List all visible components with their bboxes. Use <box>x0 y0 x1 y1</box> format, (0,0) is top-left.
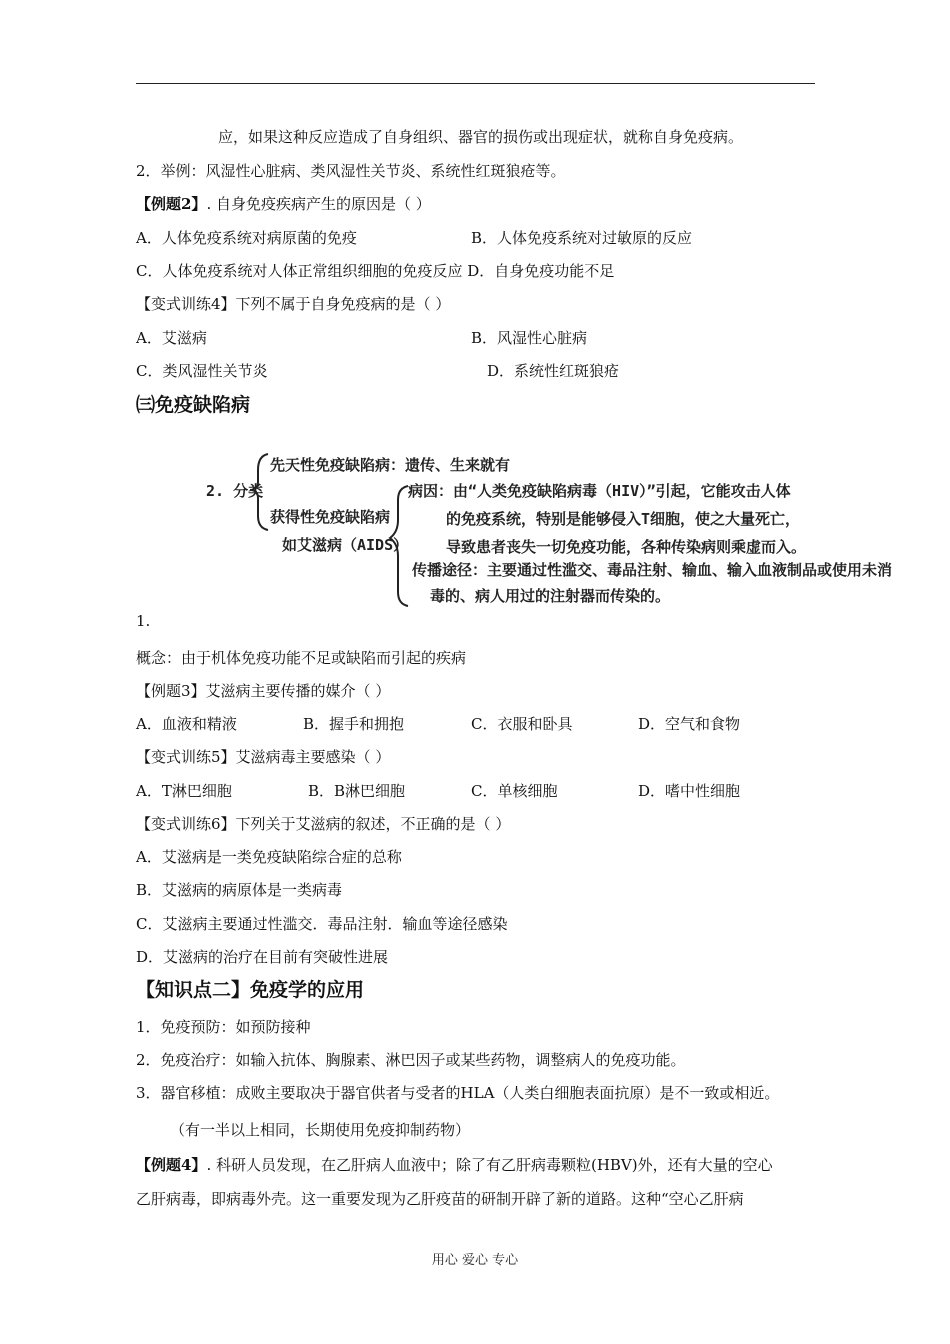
text-line: 3．器官移植：成败主要取决于器官供者与受者的HLA（人类白细胞表面抗原）是不一致或相近。 <box>136 1084 780 1102</box>
option-b: B．风湿性心脏病 <box>471 329 588 347</box>
option-b: B．B淋巴细胞 <box>308 782 406 800</box>
diagram-congenital: 先天性免疫缺陷病：遗传、生来就有 <box>270 456 511 474</box>
section-heading: 【知识点二】免疫学的应用 <box>136 979 365 1001</box>
diagram-cause: 导致患者丧失一切免疫功能，各种传染病则乘虚而入。 <box>446 538 807 556</box>
option-a: A．人体免疫系统对病原菌的免疫 <box>136 229 357 247</box>
diagram-route: 毒的、病人用过的注射器而传染的。 <box>430 587 671 605</box>
option-cd: C．人体免疫系统对人体正常组织细胞的免疫反应 D．自身免疫功能不足 <box>136 262 615 280</box>
text-note: （有一半以上相同，长期使用免疫抑制药物） <box>170 1121 471 1139</box>
option-d: D．嗜中性细胞 <box>638 782 741 800</box>
diagram-aids: 如艾滋病（AIDS） <box>282 536 409 554</box>
option-c: C．单核细胞 <box>471 782 558 800</box>
option-c: C．类风湿性关节炎 <box>136 362 268 380</box>
text-line: 应，如果这种反应造成了自身组织、器官的损伤或出现症状，就称自身免疫病。 <box>218 128 744 146</box>
option-a: A．艾滋病 <box>136 329 207 347</box>
variant-6: 【变式训练6】下列关于艾滋病的叙述，不正确的是（ ） <box>136 815 511 833</box>
diagram-cause: 病因：由“人类免疫缺陷病毒（HIV）”引起，它能攻击人体 <box>408 482 791 500</box>
text-line: 1．免疫预防：如预防接种 <box>136 1018 311 1036</box>
list-number: 1. <box>136 612 151 630</box>
example-tag: 【例题4】 <box>136 1156 207 1174</box>
option-b: B．握手和拥抱 <box>303 715 405 733</box>
text-line: 2．举例：风湿性心脏病、类风湿性关节炎、系统性红斑狼疮等。 <box>136 162 566 180</box>
option-c: C．衣服和卧具 <box>471 715 573 733</box>
diagram-acquired: 获得性免疫缺陷病 <box>270 508 391 526</box>
text-line: 乙肝病毒，即病毒外壳。这一重要发现为乙肝疫苗的研制开辟了新的道路。这种“空心乙肝病 <box>136 1190 744 1208</box>
page-footer: 用心 爱心 专心 <box>431 1253 519 1268</box>
example-tag: 【例题2】 <box>136 195 207 213</box>
option-a: A．血液和精液 <box>136 715 237 733</box>
variant-5: 【变式训练5】艾滋病毒主要感染（ ） <box>136 748 391 766</box>
diagram-label: 2. 分类 <box>206 482 264 500</box>
option-a: A．艾滋病是一类免疫缺陷综合症的总称 <box>136 848 402 866</box>
option-d: D．空气和食物 <box>638 715 741 733</box>
diagram-route: 传播途径：主要通过性滥交、毒品注射、输血、输入血液制品或使用未消 <box>412 561 893 579</box>
option-b: B．艾滋病的病原体是一类病毒 <box>136 881 343 899</box>
variant-4: 【变式训练4】下列不属于自身免疫病的是（ ） <box>136 295 451 313</box>
option-d: D．艾滋病的治疗在目前有突破性进展 <box>136 948 389 966</box>
option-a: A．T淋巴细胞 <box>136 782 232 800</box>
diagram-cause: 的免疫系统，特别是能够侵入T细胞，使之大量死亡， <box>446 510 801 528</box>
example-question: . 科研人员发现，在乙肝病人血液中；除了有乙肝病毒颗粒(HBV)外，还有大量的空心 <box>206 1156 773 1174</box>
example-3: 【例题3】艾滋病主要传播的媒介（ ） <box>136 682 391 700</box>
text-line: 2．免疫治疗：如输入抗体、胸腺素、淋巴因子或某些药物，调整病人的免疫功能。 <box>136 1051 686 1069</box>
example-4 <box>136 1155 773 1175</box>
concept: 概念：由于机体免疫功能不足或缺陷而引起的疾病 <box>136 649 467 667</box>
option-c: C．艾滋病主要通过性滥交．毒品注射．输血等途径感染 <box>136 915 508 933</box>
option-b: B．人体免疫系统对过敏原的反应 <box>471 229 693 247</box>
section-heading: ㈢免疫缺陷病 <box>136 394 251 416</box>
example-question: . 自身免疫疾病产生的原因是（ ） <box>206 195 431 213</box>
option-d: D．系统性红斑狼疮 <box>487 362 620 380</box>
